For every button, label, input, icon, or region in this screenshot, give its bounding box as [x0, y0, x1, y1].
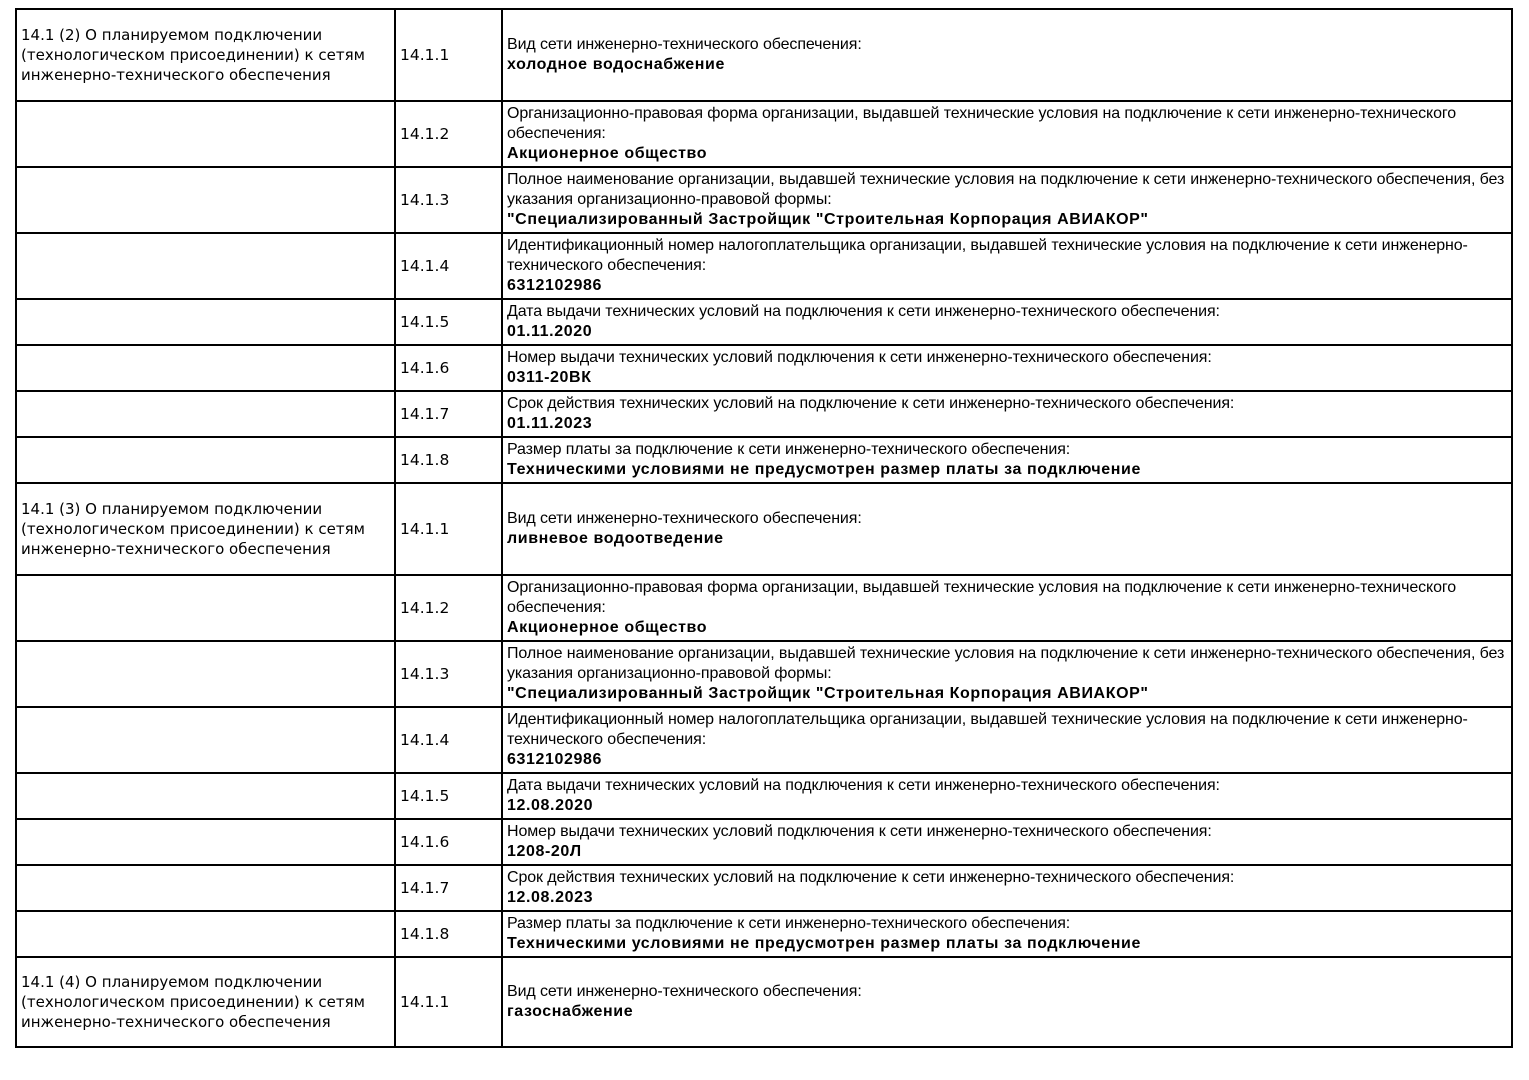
item-number-cell: 14.1.6: [395, 819, 502, 865]
field-label: Идентификационный номер налогоплательщика организации, выдавшей технические условия на подключение к сети инженерно-технического обеспечения:: [507, 237, 1468, 274]
field-value: 12.08.2023: [507, 889, 594, 906]
field-label: Номер выдачи технических условий подключения к сети инженерно-технического обеспечения:: [507, 349, 1212, 366]
item-number-cell: 14.1.1: [395, 483, 502, 575]
section-header-cell: 14.1 (3) О планируемом подключении (технологическом присоединении) к сетям инженерно-технического обеспечения: [16, 483, 395, 575]
section-header-cell: 14.1 (4) О планируемом подключении (технологическом присоединении) к сетям инженерно-технического обеспечения: [16, 957, 395, 1047]
table-row: [16, 9, 1512, 101]
field-value: Техническими условиями не предусмотрен размер платы за подключение: [507, 935, 1141, 952]
content-cell: [502, 641, 1512, 707]
section-header-cell: [16, 911, 395, 957]
field-label: Вид сети инженерно-технического обеспечения:: [507, 983, 862, 1000]
table-row: [16, 345, 1512, 391]
section-header-cell: [16, 345, 395, 391]
content-cell: [502, 483, 1512, 575]
section-header-cell: [16, 773, 395, 819]
field-label: Вид сети инженерно-технического обеспечения:: [507, 510, 862, 527]
field-value: Акционерное общество: [507, 619, 708, 636]
content-cell: [502, 911, 1512, 957]
content-cell: [502, 865, 1512, 911]
table-row: [16, 773, 1512, 819]
table-row: [16, 575, 1512, 641]
content-cell: [502, 773, 1512, 819]
content-cell: [502, 167, 1512, 233]
table-row: [16, 167, 1512, 233]
item-number-cell: 14.1.4: [395, 707, 502, 773]
item-number-cell: 14.1.8: [395, 911, 502, 957]
content-cell: [502, 819, 1512, 865]
section-header-cell: [16, 101, 395, 167]
table-row: [16, 911, 1512, 957]
field-label: Вид сети инженерно-технического обеспечения:: [507, 36, 862, 53]
field-label: Размер платы за подключение к сети инженерно-технического обеспечения:: [507, 915, 1071, 932]
field-label: Срок действия технических условий на подключение к сети инженерно-технического обеспечения:: [507, 395, 1235, 412]
section-header-cell: [16, 299, 395, 345]
content-cell: [502, 233, 1512, 299]
field-label: Идентификационный номер налогоплательщика организации, выдавшей технические условия на подключение к сети инженерно-технического обеспечения:: [507, 711, 1468, 748]
item-number-cell: 14.1.6: [395, 345, 502, 391]
field-value: 1208-20Л: [507, 843, 582, 860]
table-row: [16, 641, 1512, 707]
section-header-cell: [16, 865, 395, 911]
section-header-cell: [16, 641, 395, 707]
field-label: Организационно-правовая форма организации, выдавшей технические условия на подключение к сети инженерно-технического обеспечения:: [507, 579, 1457, 616]
item-number-cell: 14.1.2: [395, 101, 502, 167]
item-number-cell: 14.1.8: [395, 437, 502, 483]
field-label: Организационно-правовая форма организации, выдавшей технические условия на подключение к сети инженерно-технического обеспечения:: [507, 105, 1457, 142]
section-header-cell: [16, 167, 395, 233]
item-number-cell: 14.1.3: [395, 167, 502, 233]
declaration-table: [15, 8, 1513, 1048]
item-number-cell: 14.1.5: [395, 773, 502, 819]
item-number-cell: 14.1.3: [395, 641, 502, 707]
item-number-cell: 14.1.7: [395, 865, 502, 911]
field-value: 01.11.2020: [507, 323, 593, 340]
field-value: холодное водоснабжение: [507, 56, 725, 73]
section-header-cell: [16, 707, 395, 773]
section-header-cell: [16, 391, 395, 437]
content-cell: [502, 299, 1512, 345]
field-value: Акционерное общество: [507, 145, 708, 162]
item-number-cell: 14.1.2: [395, 575, 502, 641]
field-value: 6312102986: [507, 277, 602, 294]
item-number-cell: 14.1.5: [395, 299, 502, 345]
declaration-table-body: [16, 9, 1512, 1047]
item-number-cell: 14.1.7: [395, 391, 502, 437]
item-number-cell: 14.1.4: [395, 233, 502, 299]
field-label: Размер платы за подключение к сети инженерно-технического обеспечения:: [507, 441, 1071, 458]
field-value: "Специализированный Застройщик "Строительная Корпорация АВИАКОР": [507, 211, 1149, 228]
content-cell: [502, 707, 1512, 773]
section-header-cell: [16, 233, 395, 299]
table-row: [16, 101, 1512, 167]
field-value: ливневое водоотведение: [507, 530, 724, 547]
content-cell: [502, 575, 1512, 641]
item-number-cell: 14.1.1: [395, 9, 502, 101]
field-label: Срок действия технических условий на подключение к сети инженерно-технического обеспечения:: [507, 869, 1235, 886]
table-row: [16, 957, 1512, 1047]
section-header-cell: [16, 575, 395, 641]
table-row: [16, 299, 1512, 345]
table-row: [16, 391, 1512, 437]
content-cell: [502, 437, 1512, 483]
item-number-cell: 14.1.1: [395, 957, 502, 1047]
content-cell: [502, 101, 1512, 167]
table-row: [16, 233, 1512, 299]
field-value: 0311-20ВК: [507, 369, 592, 386]
field-value: 12.08.2020: [507, 797, 594, 814]
field-value: 6312102986: [507, 751, 602, 768]
section-header-cell: [16, 437, 395, 483]
table-row: [16, 437, 1512, 483]
content-cell: [502, 9, 1512, 101]
field-label: Дата выдачи технических условий на подключения к сети инженерно-технического обеспечения:: [507, 777, 1220, 794]
field-label: Дата выдачи технических условий на подключения к сети инженерно-технического обеспечения:: [507, 303, 1220, 320]
field-value: газоснабжение: [507, 1003, 634, 1020]
table-row: [16, 865, 1512, 911]
content-cell: [502, 345, 1512, 391]
table-row: [16, 819, 1512, 865]
field-label: Полное наименование организации, выдавшей технические условия на подключение к сети инженерно-технического обеспечения, без указания организационно-правовой формы:: [507, 645, 1505, 682]
section-header-cell: 14.1 (2) О планируемом подключении (технологическом присоединении) к сетям инженерно-технического обеспечения: [16, 9, 395, 101]
field-value: "Специализированный Застройщик "Строительная Корпорация АВИАКОР": [507, 685, 1149, 702]
table-row: [16, 483, 1512, 575]
section-header-cell: [16, 819, 395, 865]
table-row: [16, 707, 1512, 773]
field-label: Номер выдачи технических условий подключения к сети инженерно-технического обеспечения:: [507, 823, 1212, 840]
field-value: Техническими условиями не предусмотрен размер платы за подключение: [507, 461, 1141, 478]
content-cell: [502, 391, 1512, 437]
field-label: Полное наименование организации, выдавшей технические условия на подключение к сети инженерно-технического обеспечения, без указания организационно-правовой формы:: [507, 171, 1505, 208]
content-cell: [502, 957, 1512, 1047]
field-value: 01.11.2023: [507, 415, 593, 432]
